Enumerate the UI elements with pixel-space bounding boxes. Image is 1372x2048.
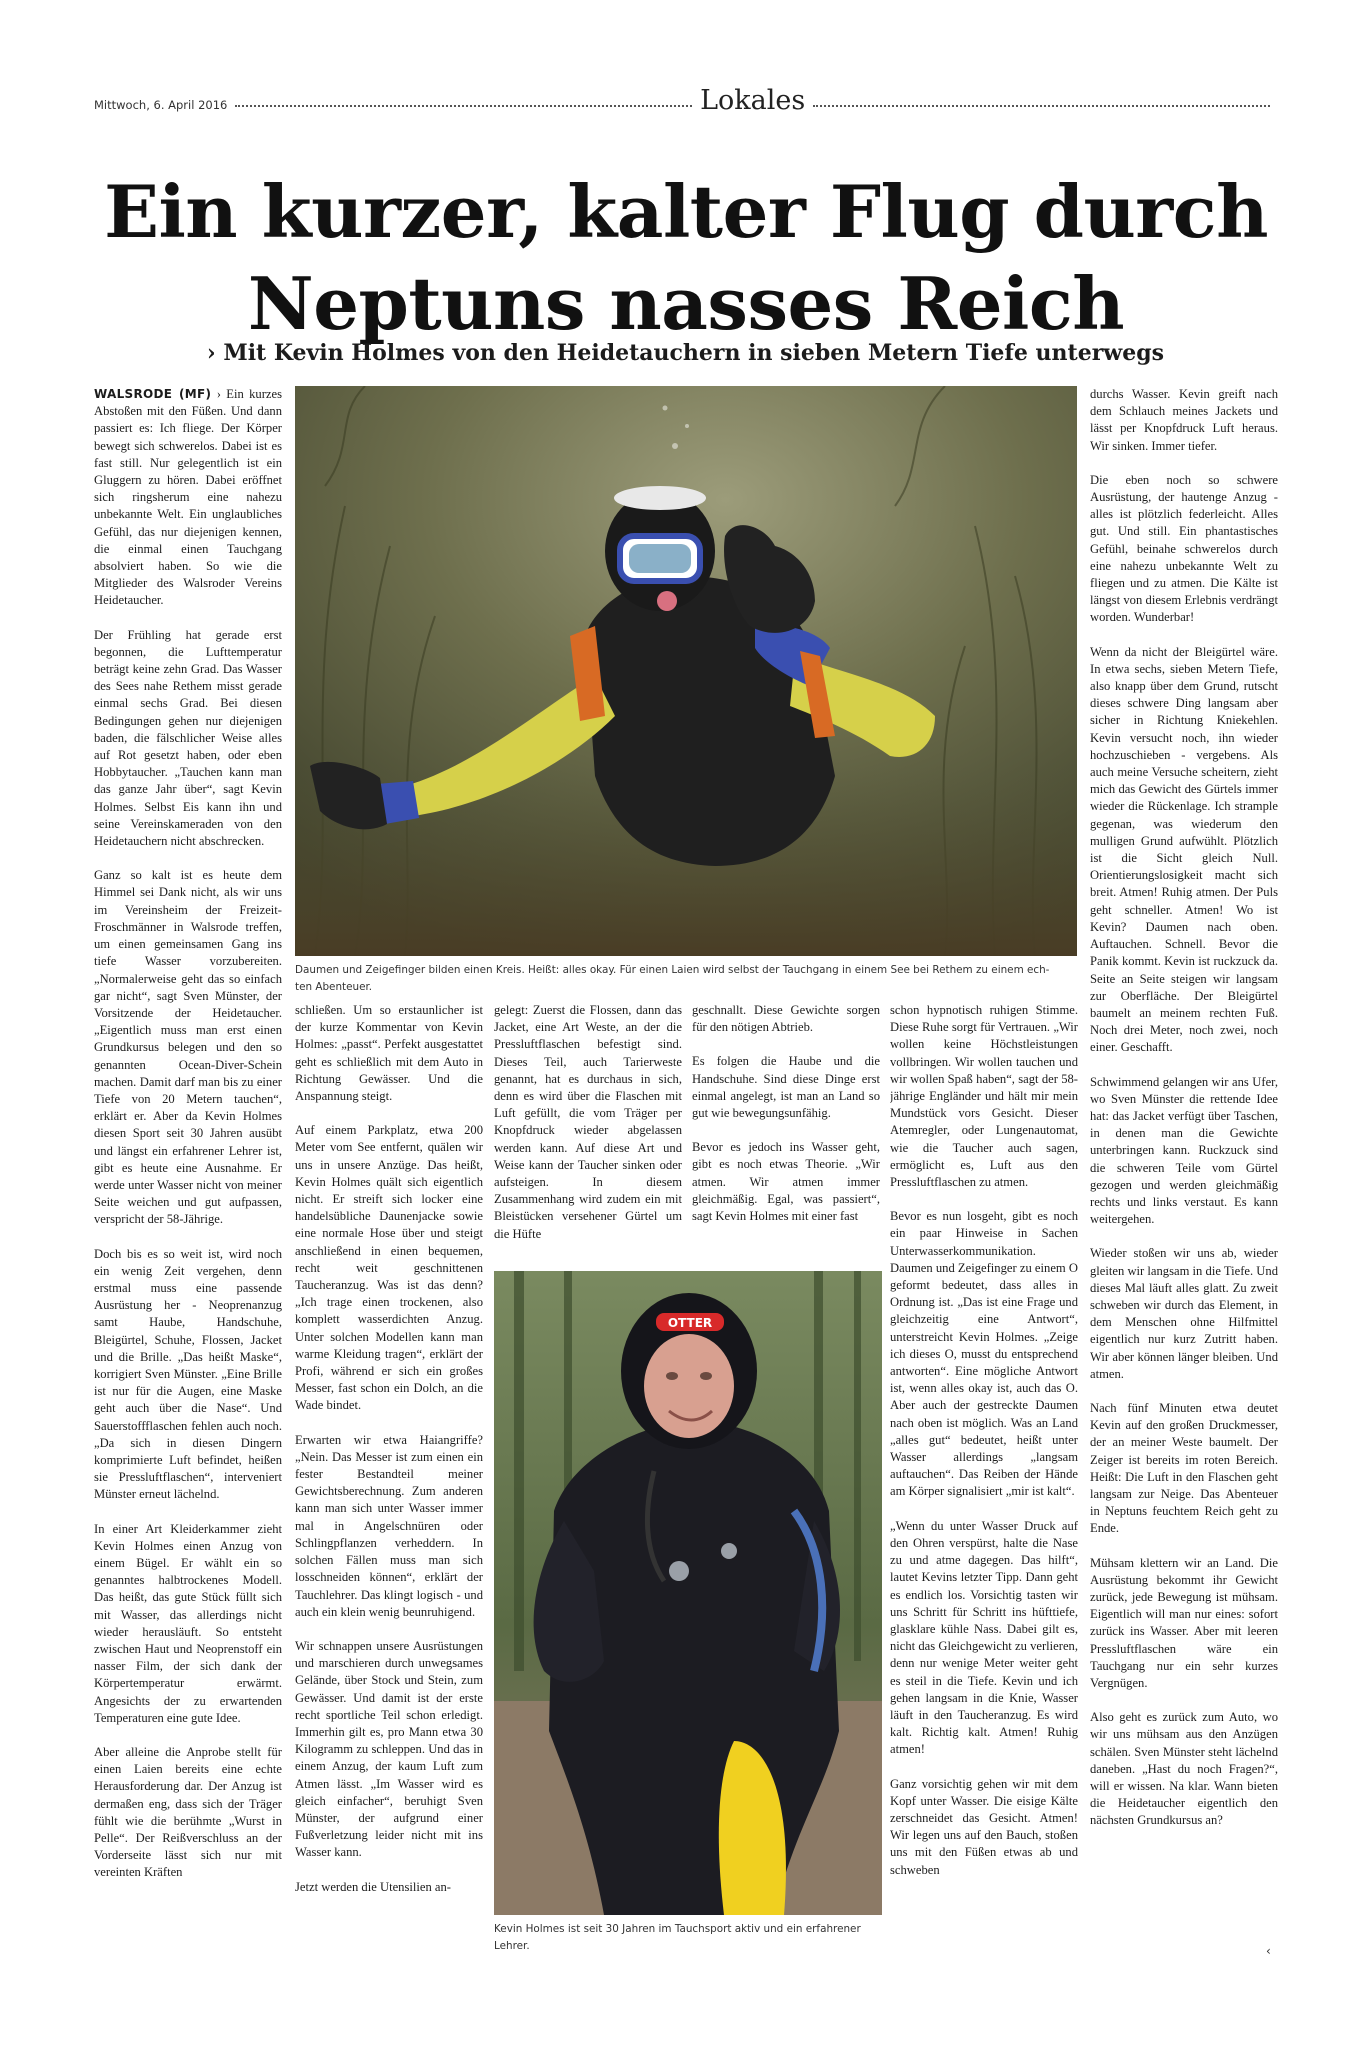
kevin-holmes-image [494,1271,882,1915]
paragraph: schon hypnotisch ruhigen Stimme. Diese Ruhe sorgt für Vertrauen. „Wir wollen keine Höchstleistungen vollbringen. Wir wollen tauchen und wir wollen Spaß haben“, sagt der 58-jährige Engländer und hält mir mein Mundstück vors Gesicht. Dieser Atemregler, oder Lungenautomat, wie die Taucher auch sagen, ermöglicht es, Luft aus den Pressluftflaschen zu atmen. [890,1003,1078,1190]
article-column-2 [295,1002,483,1966]
article-subheadline: › Mit Kevin Holmes von den Heidetauchern in sieben Metern Tiefe unterwegs [206,340,1164,366]
hood-logo-text: OTTER [667,1316,713,1330]
paragraph: Erwarten wir etwa Haiangriffe? „Nein. Das Messer ist zum einen ein fester Bestandteil meiner Gewichtsberechnung. Zum anderen kann man sich unter Wasser immer mal in Angelschnüren oder Schlingpflanzen verheddern. In solchen Fällen muss man sich losschneiden können“, erklärt der Tauchlehrer. Das klingt logisch - und auch ein klein wenig beunruhigend. [295,1432,483,1619]
paragraph: Bevor es jedoch ins Wasser geht, gibt es noch etwas Theorie. „Wir atmen. Wir atmen immer gleichmäßig. Egal, was passiert“, sagt Kevin Holmes mit einer fast [692,1140,880,1224]
page-header [94,82,1278,116]
article-column-4 [692,1002,880,1260]
paragraph: Bevor es nun losgeht, gibt es noch ein paar Hinweise in Sachen Unterwasserkommunikation. Daumen und Zeigefinger zu einem O geformt bedeutet, dass alles in Ordnung ist. „Das ist eine Frage und gleichzeitig eine Antwort“, unterstreicht Kevin Holmes. „Zeige ich dieses O, musst du entsprechend antworten“. Eine mögliche Antwort ist, wenn alles okay ist, auch das O. Aber auch der gestreckte Daumen nach oben ist möglich. Was an Land „alles gut“ bedeutet, heißt unter Wasser allerdings „langsam auftauchen“. Das Reiben der Hände am Körper signalisiert „mir ist kalt“. [890,1209,1078,1499]
paragraph: In einer Art Kleiderkammer zieht Kevin Holmes einen Anzug von einem Bügel. Er wählt ein so genanntes halbtrockenes Modell. Das heißt, das gute Stück füllt sich mit Wasser, das allerdings nicht wieder herausläuft. So entsteht zwischen Haut und Neoprenstoff ein nasser Film, der sich dank der Körpertemperatur erwärmt. Angesichts der zu erwartenden Temperaturen eine gute Idee. [94,1521,282,1725]
paragraph: Jetzt werden die Utensilien an- [295,1879,451,1894]
paragraph: Doch bis es so weit ist, wird noch ein wenig Zeit vergehen, denn erstmal muss eine passende Ausrüstung her - Neoprenanzug samt Haube, Handschuhe, Bleigürtel, Schuhe, Flossen, Jacket und die Brille. „Das heißt Maske“, korrigiert Sven Münster. „Eine Brille ist nur für die Augen, eine Maske geht auch über die Nase“. Und Sauerstoffflaschen fehlen auch noch. „Da sich in diesen Dingern komprimierte Luft befindet, heißen sie Pressluftflaschen“, interveniert Münster erneut lächelnd. [94,1246,282,1502]
paragraph: Ganz so kalt ist es heute dem Himmel sei Dank nicht, als wir uns im Vereinsheim der Freizeit-Froschmänner in Walsrode treffen, um einen gemeinsamen Gang ins tiefe Wasser vorzubereiten. „Normalerweise geht das so einfach gar nicht“, sagt Sven Münster, der Vorsitzende der Heidetaucher. „Eigentlich muss man erst einen Grundkursus belegen und den so genannten Ocean-Diver-Schein machen. Damit darf man bis zu einer Tiefe von 20 Metern tauchen“, erklärt er. Aber da Kevin Holmes diesen Sport seit 30 Jahren ausübt und längst ein erfahrener Lehrer ist, gibt es heute eine Ausnahme. Er werde unter Wasser nicht von meiner Seite weichen und gut aufpassen, verspricht der 58-Jährige. [94,868,282,1227]
article-column-6 [1090,386,1278,1946]
article-column-1 [94,386,282,1966]
header-rule-left [235,105,692,107]
paragraph: Die eben noch so schwere Ausrüstung, der hautenge Anzug - alles ist plötzlich federleicht. Alles gut. Und still. Ein phantastisches Gefühl, beinahe schwerelos durch eine nahezu unbekannte Welt zu fliegen und zu atmen. Die Kälte ist längst von diesem Erlebnis verdrängt worden. Wunderbar! [1090,472,1278,625]
photo-diver-underwater [295,386,1077,956]
article-column-3 [494,1002,682,1260]
paragraph: Wir schnappen unsere Ausrüstungen und marschieren durch unwegsames Gelände, über Stock und Stein, zum Gewässer. Und damit ist der erste recht sportliche Teil schon erledigt. Immerhin gilt es, pro Mann etwa 30 Kilogramm zu schleppen. Und das in einem Anzug, der kaum Luft zum Atmen lässt. „Im Wasser wird es gleich einfacher“, beruhigt Sven Münster, der aufgrund einer Fußverletzung leider nicht mit ins Wasser kann. [295,1638,483,1860]
article-column-5 [890,1002,1078,1966]
photo-caption-bottom: Kevin Holmes ist seit 30 Jahren im Tauchsport aktiv und ein erfahrener Lehrer. [494,1923,861,1952]
paragraph: gelegt: Zuerst die Flossen, dann das Jacket, eine Art Weste, an der die Pressluftflaschen befestigt sind. Dieses Teil, auch Tarierweste genannt, hat es durchaus in sich, denn es wird über die Flaschen mit Luft gefüllt, die vom Träger per Knopfdruck wieder abgelassen werden kann. Auf diese Art und Weise kann der Taucher sinken oder aufsteigen. In diesem Zusammenhang wird zudem ein mit Bleistücken versehener Gürtel um die Hüfte [494,1003,682,1241]
photo-kevin-holmes [494,1271,882,1915]
paragraph: WALSRODE (MF) › Ein kurzes Abstoßen mit den Füßen. Und dann passiert es: Ich fliege. Der Körper bewegt sich schwerelos. Dabei ist es fast still. Nur gelegentlich ist ein Gluggern zu hören. Dabei eröffnet sich ringsherum eine nahezu unbekannte Welt. Ein unglaubliches Gefühl, das nur diejenigen kennen, die einmal einen Tauchgang absolviert haben. So wie die Mitglieder des Walsroder Vereins Heidetaucher. [94,387,282,608]
paragraph: schließen. Um so erstaunlicher ist der kurze Kommentar von Kevin Holmes: „passt“. Perfekt ausgestattet geht es schließlich mit dem Auto in Richtung Gewässer. Und die Anspannung steigt. [295,1003,483,1104]
paragraph: Mühsam klettern wir an Land. Die Ausrüstung bekommt ihr Gewicht zurück, jede Bewegung ist mühsam. Eigentlich will man nur eines: sofort zurück ins Wasser. Aber mit leeren Pressluftflaschen wäre ein Tauchgang nur ein sehr kurzes Vergnügen. [1090,1555,1278,1691]
paragraph: Nach fünf Minuten etwa deutet Kevin auf den großen Druckmesser, der an meiner Weste baumelt. Der Zeiger ist bereits im roten Bereich. Heißt: Die Luft in den Flaschen geht langsam zur Neige. Das Abenteuer in Neptuns feuchtem Reich geht zu Ende. [1090,1400,1278,1536]
paragraph: Schwimmend gelangen wir ans Ufer, wo Sven Münster die rettende Idee hat: das Jacket verfügt über Taschen, in denen man die Gewichte unterbringen kann. Ruckzuck sind die schweren Teile vom Gürtel gezogen und werden gleichmäßig rechts und links verstaut. Es kann weitergehen. [1090,1074,1278,1227]
dateline: WALSRODE (MF) [94,387,212,401]
paragraph: Der Frühling hat gerade erst begonnen, die Lufttemperatur beträgt keine zehn Grad. Das Wasser des Sees nahe Rethem misst gerade einmal sechs Grad. Bei diesen Bedingungen gehen nur diejenigen baden, die fälschlicher Weise alles auf Rot gesetzt haben, oder eben Hobbytaucher. „Tauchen kann man das ganze Jahr über“, sagt Kevin Holmes. Selbst Eis kann ihn und seine Vereinskameraden von den Heidetauchern nicht abschrecken. [94,627,282,849]
headline-line-2: Neptuns nasses Reich [247,261,1125,346]
photo-caption-top: Daumen und Zeigefinger bilden einen Kreis. Heißt: alles okay. Für einen Laien wird selbst der Tauchgang in einem See bei Rethem zu einem ech- ten Abenteuer. [295,964,1050,993]
article-end-mark: ‹ [1266,1944,1271,1958]
paragraph: Aber alleine die Anprobe stellt für einen Laien bereits eine echte Herausforderung dar. Der Anzug ist dermaßen eng, dass sich der Träger fühlt wie die berühmte „Wurst in Pelle“. Der Reißverschluss an der Vorderseite lässt sich nur mit vereinten Kräften [94,1745,282,1880]
issue-date: Mittwoch, 6. April 2016 [94,98,228,112]
header-rule-right [813,105,1270,107]
paragraph: Also geht es zurück zum Auto, wo wir uns mühsam aus den Anzügen schälen. Sven Münster steht lächelnd daneben. „Hast du noch Fragen?“, will er wissen. Na klar. Wann bieten die Heidetaucher eigentlich den nächsten Grundkursus an? [1090,1710,1278,1828]
paragraph: durchs Wasser. Kevin greift nach dem Schlauch meines Jackets und lässt per Knopfdruck Luft heraus. Wir sinken. Immer tiefer. [1090,387,1278,453]
paragraph: „Wenn du unter Wasser Druck auf den Ohren verspürst, halte die Nase zu und atme dagegen. Das hilft“, lautet Kevins letzter Tipp. Dann geht es endlich los. Vorsichtig tasten wir uns Schritt für Schritt ins hüfttiefe, glasklare kühle Nass. Dabei gilt es, nicht das Gleichgewicht zu verlieren, denn nur wenige Meter weiter geht es steil in die Tiefe. Kevin und ich gehen langsam in die Knie, Wasser läuft in den Taucheranzug. Es wird kalt. Richtig kalt. Atmen! Ruhig atmen! [890,1518,1078,1757]
headline-line-1: Ein kurzer, kalter Flug durch [104,169,1268,254]
diver-underwater-image [295,386,1077,956]
paragraph: Auf einem Parkplatz, etwa 200 Meter vom See entfernt, quälen wir uns in unsere Anzüge. Das heißt, Kevin Holmes quält sich eigentlich nicht. Er streift sich locker eine handelsübliche Daunenjacke sowie eine normale Hose über und steigt anschließend in einen bequemen, recht weit geschnittenen Taucheranzug. Was ist das denn? „Ich trage einen trockenen, also komplett wasserdichten Anzug. Unter solchen Modellen kann man warme Kleidung tragen“, erklärt der Profi, während er sich ein großes Messer, fast schon ein Dolch, an die Wade bindet. [295,1123,483,1413]
paragraph: geschnallt. Diese Gewichte sorgen für den nötigen Abtrieb. [692,1003,880,1035]
paragraph: Ganz vorsichtig gehen wir mit dem Kopf unter Wasser. Die eisige Kälte zerschneidet das Gesicht. Atmen! Wir legen uns auf den Bauch, stoßen uns mit den Füßen etwas ab und schweben [890,1776,1078,1877]
section-title: Lokales [700,85,806,116]
paragraph: Wenn da nicht der Bleigürtel wäre. In etwa sechs, sieben Metern Tiefe, also knapp über dem Grund, rutscht dieses schwere Ding langsam aber sicher in Richtung Kniekehlen. Kevin versucht noch, ihn wieder hochzuschieben - vergebens. Als auch meine Versuche scheitern, zieht mich das Gewicht des Gürtels immer wieder die Rückenlage. Ich strample gegenan, was wiederum den mulligen Grund aufwühlt. Plötzlich ist die Sicht gleich Null. Orientierungslosigkeit macht sich breit. Atmen! Ruhig atmen. Der Puls geht schneller. Atmen! Wo ist Kevin? Daumen nach oben. Auftauchen. Schnell. Bevor die Panik kommt. Kevin ist ruckzuck da. Seite an Seite steigen wir langsam zur Oberfläche. Der Bleigürtel baumelt an meinem rechten Fuß. Noch drei Meter, noch zwei, noch einer. Geschafft. [1090,644,1278,1055]
paragraph: Wieder stoßen wir uns ab, wieder gleiten wir langsam in die Tiefe. Und dieses Mal läuft alles glatt. Zu zweit schweben wir durch das Element, in dem Menschen ohne Hilfmittel eigentlich nur kurz Zutritt haben. Wir aber können länger bleiben. Und atmen. [1090,1246,1278,1381]
paragraph: Es folgen die Haube und die Handschuhe. Sind diese Dinge erst einmal angelegt, ist man an Land so gut wie bewegungsunfähig. [692,1054,880,1121]
article-headline [94,166,1278,350]
